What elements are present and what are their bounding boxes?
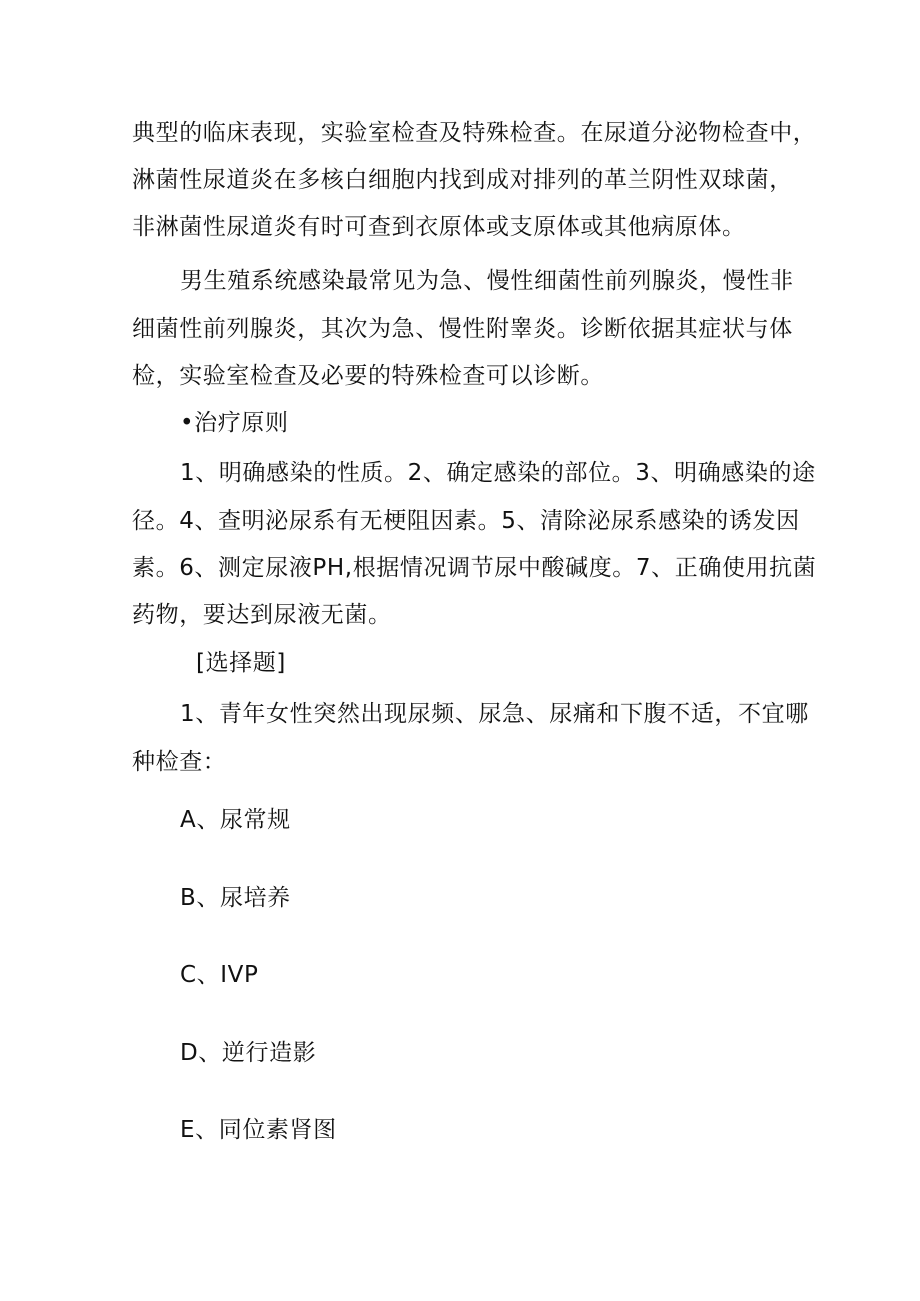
option-b: B、尿培养 — [180, 885, 291, 911]
paragraph-2-line-2: 细菌性前列腺炎，其次为急、慢性附睾炎。诊断依据其症状与体 — [132, 316, 793, 342]
treatment-line-4: 药物，要达到尿液无菌。 — [132, 602, 392, 628]
paragraph-2-line-3: 检，实验室检查及必要的特殊检查可以诊断。 — [132, 363, 604, 389]
treatment-line-1: 1、明确感染的性质。2、确定感染的部位。3、明确感染的途 — [180, 460, 816, 486]
treatment-heading: •治疗原则 — [180, 410, 289, 436]
paragraph-1-line-1: 典型的临床表现，实验室检查及特殊检查。在尿道分泌物检查中， — [132, 120, 817, 146]
section-label: [选择题] — [196, 650, 286, 676]
option-c: C、IVP — [180, 962, 259, 988]
question-line-2: 种检查： — [132, 749, 227, 775]
option-a: A、尿常规 — [180, 807, 291, 833]
paragraph-1-line-2: 淋菌性尿道炎在多核白细胞内找到成对排列的革兰阴性双球菌， — [132, 167, 793, 193]
option-d: D、逆行造影 — [180, 1040, 317, 1066]
treatment-line-3: 素。6、测定尿液PH,根据情况调节尿中酸碱度。7、正确使用抗菌 — [132, 555, 817, 581]
paragraph-1-line-3: 非淋菌性尿道炎有时可查到衣原体或支原体或其他病原体。 — [132, 214, 746, 240]
paragraph-2-line-1: 男生殖系统感染最常见为急、慢性细菌性前列腺炎，慢性非 — [180, 268, 794, 294]
question-line-1: 1、青年女性突然出现尿频、尿急、尿痛和下腹不适，不宜哪 — [180, 701, 809, 727]
option-e: E、同位素肾图 — [180, 1117, 337, 1143]
treatment-line-2: 径。4、查明泌尿系有无梗阻因素。5、清除泌尿系感染的诱发因 — [132, 508, 800, 534]
